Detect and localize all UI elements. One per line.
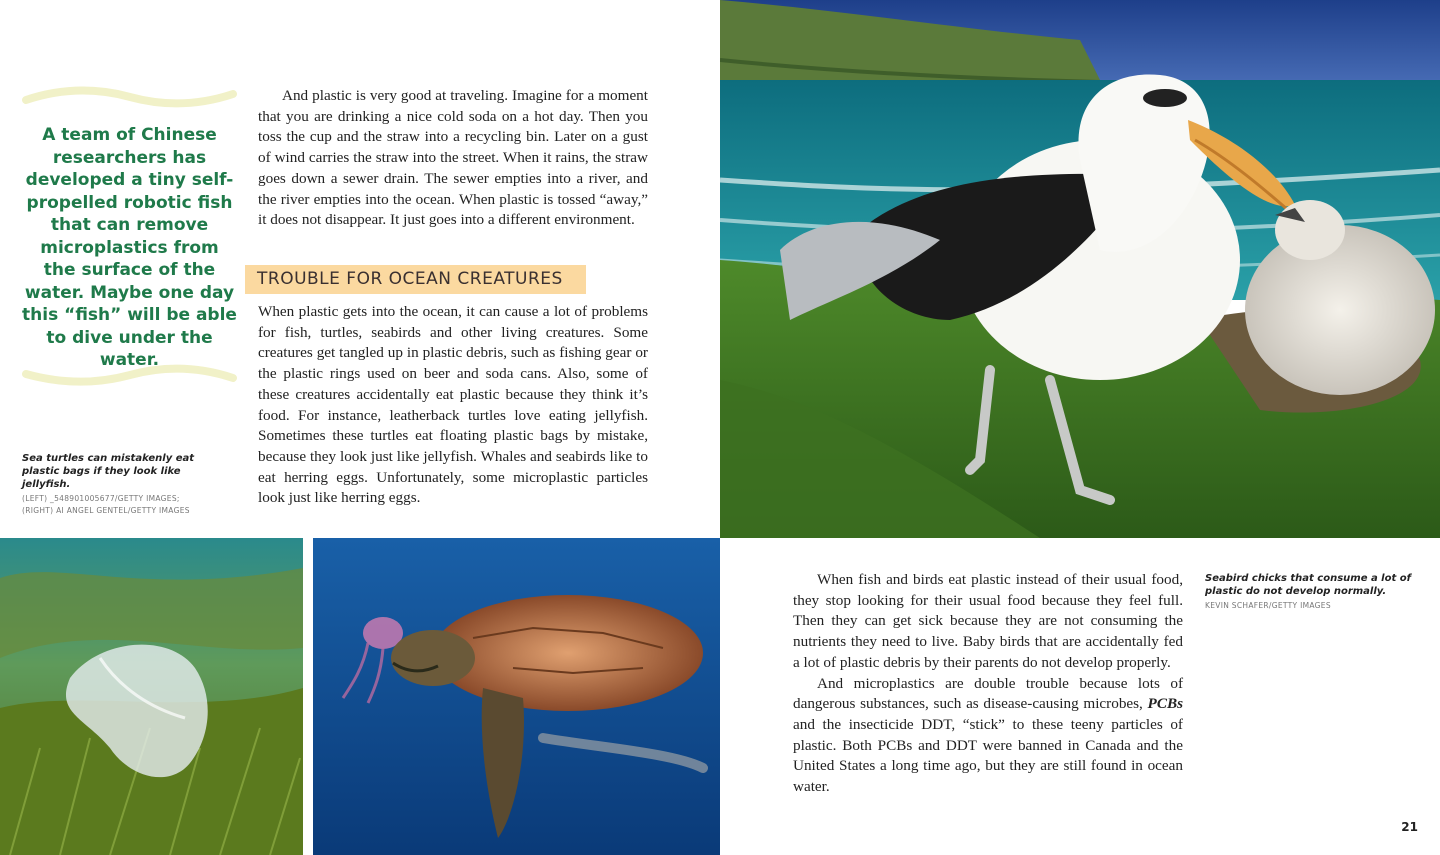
body-paragraph-health [793,570,1183,798]
section-heading-box [245,265,586,294]
right-credit: KEVIN SCHAFER/GETTY IMAGES [1205,601,1331,610]
body-paragraph-trouble [258,302,648,509]
paragraph-2: When plastic gets into the ocean, it can cause a lot of problems for fish, turtles, seabirds and other living creatures. Some creatures get tangled up in plastic debris, such as fishing gear or the plastic rings used on beer and soda cans. Also, some of these creatures accidentally eat plastic because they think it’s food. For instance, leatherback turtles love eating jellyfish. Sometimes these turtles eat floating plastic bags by mistake, because they look just like jellyfish. Whales and seabirds like to eat herring eggs. Unfortunately, some microplastic particles look just like herring eggs. [258,303,648,507]
body-paragraph-travel [258,86,648,231]
sidebar-bottom-wave [22,364,237,386]
paragraph-4-start: And microplastics are double trouble because lots of dangerous substances, such as disease-causing microbes, [793,674,1183,713]
paragraph-4-end: and the insecticide DDT, “stick” to these teeny particles of plastic. Both PCBs and DDT were banned in Canada and the United States a long time ago, but they are still found in ocean water. [793,715,1183,796]
section-heading: TROUBLE FOR OCEAN CREATURES [257,269,563,289]
credit-left: (LEFT) _548901005677/GETTY IMAGES; [22,494,180,503]
turtle-photo-caption [22,452,232,517]
albatross-photo [720,0,1440,538]
sidebar-top-wave [22,86,237,108]
paragraph-1: And plastic is very good at traveling. Imagine for a moment that you are drinking a nice cold soda on a hot day. Then you toss the cup and the straw into a recycling bin. Later on a gust of wind carries the straw into the street. When it rains, the straw goes down a sewer drain. The sewer empties into a river, and the river empties into the ocean. When plastic is tossed “away,” it does not disappear. It just goes into a different environment. [258,87,648,229]
sea-turtle-photo [313,538,720,855]
pcbs-term: PCBs [1147,695,1183,713]
credit-right: (RIGHT) AI ANGEL GENTEL/GETTY IMAGES [22,506,190,515]
paragraph-4 [793,674,1183,798]
caption-text: Sea turtles can mistakenly eat plastic bags if they look like jellyfish. [22,453,195,490]
right-caption-text: Seabird chicks that consume a lot of plastic do not develop normally. [1205,573,1411,597]
page-number: 21 [1401,820,1418,834]
albatross-photo-caption [1205,572,1427,612]
paragraph-3: When fish and birds eat plastic instead of their usual food, they stop looking for their usual food because they feel full. Then they can get sick because they are not consuming the nutrients they need to live. Baby birds that are accidentally fed a lot of plastic debris by their parents do not develop properly. [793,571,1183,671]
sidebar-quote: A team of Chinese researchers has developed a tiny self-propelled robotic fish that can remove microplastics from the surface of the water. Maybe one day this “fish” will be able to dive under the water. [22,125,237,370]
plastic-bag-photo [0,538,303,855]
